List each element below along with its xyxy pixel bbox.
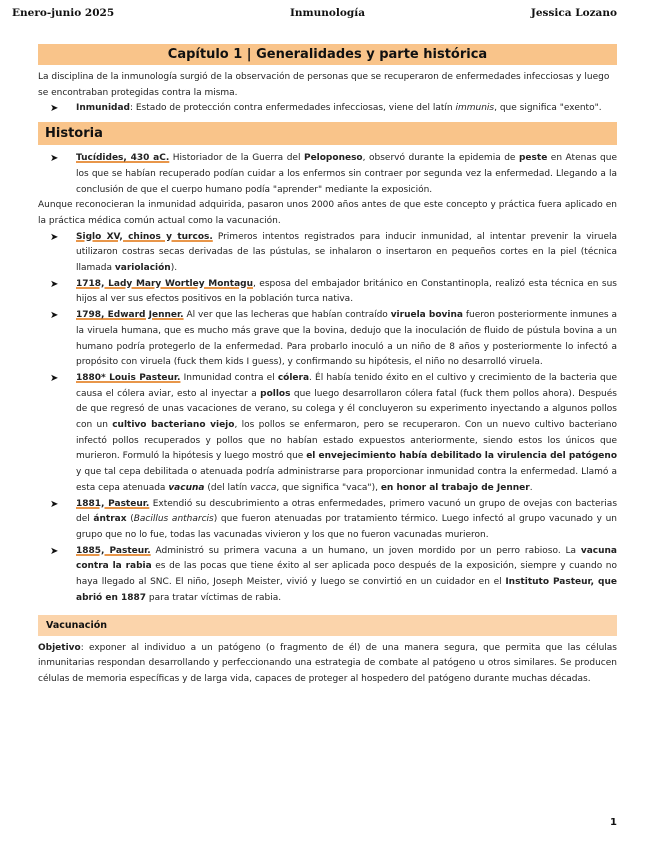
list-item-montagu: ➤ 1718, Lady Mary Wortley Montagu, esposa del embajador británico en Constantinopla, realizó esta técnica en sus hijos al ver sus efectos positivos en la población turca nativa. xyxy=(50,278,617,305)
date-label: Siglo XV, chinos y turcos. xyxy=(76,231,213,242)
arrow-bullet-icon: ➤ xyxy=(50,153,59,165)
page-number: 1 xyxy=(610,817,617,828)
arrow-bullet-icon: ➤ xyxy=(50,278,59,290)
list-item-jenner: ➤ 1798, Edward Jenner. Al ver que las lecheras que habían contraído viruela bovina fueron posteriormente inmunes a la viruela humana, que es mucho más grave que la bovina, dedujo que la inoculación de fluido de pústula bovina a un humano podría protegerlo de la enfermedad. Para probarlo inoculó a un niño de 8 años y posteriormente lo infectó a propósito con viruela (fuck them kids I guess), y confirmando su hipótesis, el niño no desarrolló viruela. xyxy=(50,310,617,368)
arrow-bullet-icon: ➤ xyxy=(50,372,59,384)
date-label: 1880* Louis Pasteur. xyxy=(76,372,181,383)
history-list-1 xyxy=(38,151,617,198)
header-course-period: Enero-junio 2025 xyxy=(12,7,115,19)
arrow-bullet-icon: ➤ xyxy=(50,231,59,243)
section-heading-historia: Historia xyxy=(38,122,617,145)
date-label: 1718, Lady Mary Wortley Montagu xyxy=(76,278,254,289)
header-author: Jessica Lozano xyxy=(530,7,617,19)
aunque-paragraph: Aunque reconocieran la inmunidad adquirida, pasaron unos 2000 años antes de que este concepto y práctica fuera aplicado en la práctica médica común actual como la vacunación. xyxy=(38,200,617,226)
list-item-pasteur-1885: ➤ 1885, Pasteur. Administró su primera vacuna a un humano, un joven mordido por un perro rabioso. La vacuna contra la rabia es de las pocas que tiene éxito al ser aplicada poco después de la exposición, siempre y cuando no haya llegado al SNC. El niño, Joseph Meister, vivió y luego se convirtió en un cuidador en el Instituto Pasteur, que abrió en 1887 para tratar víctimas de rabia. xyxy=(50,545,617,603)
history-list-2 xyxy=(38,230,617,607)
arrow-bullet-icon: ➤ xyxy=(50,498,59,510)
document-body xyxy=(38,44,617,688)
date-label: 1881, Pasteur. xyxy=(76,498,150,509)
arrow-bullet-icon: ➤ xyxy=(50,545,59,557)
intro-paragraph: La disciplina de la inmunología surgió de la observación de personas que se recuperaron de enfermedades infecciosas y luego se encontraban protegidas contra la misma. xyxy=(38,72,610,98)
section-heading-vacunacion: Vacunación xyxy=(38,615,617,636)
date-label: 1885, Pasteur. xyxy=(76,545,151,556)
objetivo-paragraph: Objetivo: exponer al individuo a un patógeno (o fragmento de él) de una manera segura, que permita que las células inmunitarias respondan desarrollando y perfeccionando una estrategia de combate al patógeno u otros similares. Se producen células de memoria específicas y de larga vida, capaces de proteger al hospedero del patógeno durante muchas décadas. xyxy=(38,642,617,684)
date-label: 1798, Edward Jenner. xyxy=(76,310,184,321)
list-item-tucidides: ➤ Tucídides, 430 aC. Historiador de la Guerra del Peloponeso, observó durante la epidemia de peste en Atenas que los que se habían recuperado podían cuidar a los enfermos sin contraer por segunda vez la enfermedad. Llegando a la conclusión de que el cuerpo humano podía "aprender" mediante la exposición. xyxy=(50,153,617,195)
header-subject: Inmunología xyxy=(289,7,366,19)
arrow-bullet-icon: ➤ xyxy=(50,103,59,115)
list-item-inmunidad: ➤ Inmunidad: Estado de protección contra enfermedades infecciosas, viene del latín immunis, que significa "exento". xyxy=(38,101,617,117)
list-item-siglo-xv: ➤ Siglo XV, chinos y turcos. Primeros intentos registrados para inducir inmunidad, al intentar prevenir la viruela utilizaron costras secas derivadas de las pústulas, se inhalaron o insertaron en pequeños cortes en la piel (técnica llamada variolación). xyxy=(50,231,617,274)
list-item-pasteur-1881: ➤ 1881, Pasteur. Extendió su descubrimiento a otras enfermedades, primero vacunó un grupo de ovejas con bacterias del ántrax (Bacillus antharcis) que fueron atenuadas por tratamiento térmico. Luego infectó al grupo vacunado y un grupo que no lo fue, todas las vacunadas vivieron y los que no fueron vacunadas murieron. xyxy=(50,498,618,540)
date-label: Tucídides, 430 aC. xyxy=(76,153,170,164)
list-item-pasteur-1880: ➤ 1880* Louis Pasteur. Inmunidad contra el cólera. Él había tenido éxito en el cultivo y crecimiento de la bacteria que causa el cólera aviar, esto al inyectar a pollos que luego desarrollaron cólera fatal (fuck them pollos ahora). Después de que regresó de unas vacaciones de verano, su colega y él concluyeron su experimento inyectando a algunos pollos con un cultivo bacteriano viejo, los pollos se enfermaron, pero se recuperaron. Con un nuevo cultivo bacteriano infectó pollos recuperados y pollos que no habían estado expuestos anteriormente, siendo estos los únicos que murieron. Formuló la hipótesis y luego mostró que el envejecimiento había debilitado la virulencia del patógeno y que tal cepa debilitada o atenuada podría administrarse para proporcionar inmunidad contra la enfermedad. Llamó a esta cepa atenuada vacuna (del latín vacca, que significa "vaca"), en honor al trabajo de Jenner. xyxy=(50,372,617,493)
definition-list xyxy=(38,101,617,117)
arrow-bullet-icon: ➤ xyxy=(50,310,59,322)
chapter-title: Capítulo 1 | Generalidades y parte histórica xyxy=(38,44,617,65)
